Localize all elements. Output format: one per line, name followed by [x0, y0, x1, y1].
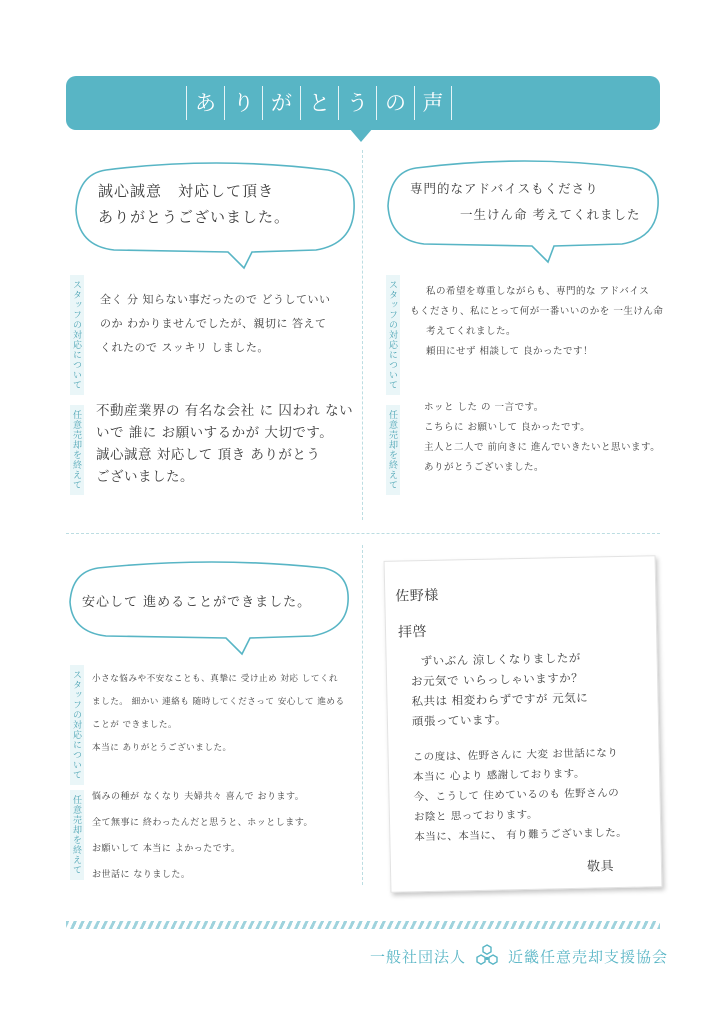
footer-stripe — [66, 921, 660, 929]
comment-line: ことが できました。 — [92, 720, 178, 730]
letter-line: 頑張っています。 — [411, 712, 508, 729]
side-label-after-sale: 任意売却を終えて — [70, 405, 84, 495]
comment-line: ございました。 — [96, 469, 194, 485]
letter-line: お元気で いらっしゃいますか？ — [410, 670, 584, 689]
bubble-line: ありがとうございました。 — [98, 208, 291, 226]
bubble-text — [82, 590, 311, 616]
header-banner-tail — [349, 128, 373, 142]
comment-line: ホッと した の 一言です。 — [424, 402, 544, 413]
comment-line: 全て無事に 終わったんだと思うと、ホッとします。 — [92, 818, 314, 828]
after-sale-comment — [96, 400, 353, 488]
bubble-line: 誠心誠意 対応して頂き — [98, 182, 275, 200]
bubble-text — [410, 176, 640, 228]
bubble-line: 一生けん命 考えてくれました — [460, 207, 641, 222]
title-char: う — [338, 86, 376, 120]
comment-line: 小さな悩みや不安なことも、真摯に 受け止め 対応 してくれ — [92, 674, 339, 684]
comment-line: ました。 細かい 連絡も 随時してくださって 安心して 進める — [92, 697, 345, 707]
side-label-after-sale: 任意売却を終えて — [70, 790, 84, 880]
comment-line: 悩みの種が なくなり 夫婦共々 喜んで おります。 — [92, 792, 305, 802]
comment-line: 本当に ありがとうございました。 — [92, 743, 232, 753]
title-char: あ — [186, 86, 224, 120]
comment-line: 考えてくれました。 — [426, 326, 517, 337]
comment-line: お世話に なりました。 — [92, 870, 191, 880]
comment-line: 全く 分 知らない事だったので どうしていい — [100, 293, 331, 306]
bubble-line: 専門的なアドバイスもくださり — [410, 181, 599, 196]
letter-closing: 敬具 — [586, 859, 615, 875]
comment-line: 私の希望を尊重しながらも、専門的な アドバイス — [426, 286, 650, 297]
organization-name — [370, 944, 668, 968]
comment-line: 主人と二人で 前向きに 進んでいきたいと思います。 — [424, 442, 661, 453]
after-sale-comment — [424, 398, 660, 478]
bubble-line: 安心して 進めることができました。 — [82, 595, 312, 610]
side-label-staff: スタッフの対応について — [70, 275, 84, 395]
comment-line: くれたので スッキリ しました。 — [100, 341, 269, 354]
side-label-staff: スタッフの対応について — [70, 665, 84, 785]
letter-line: 本当に、本当に、 有り難うございました。 — [414, 826, 628, 844]
letter-line: ずいぶん 涼しくなりましたが — [420, 650, 581, 669]
letter-line: この度は、佐野さんに 大変 お世話になり — [412, 747, 619, 764]
side-label-after-sale: 任意売却を終えて — [386, 405, 400, 495]
staff-comment — [410, 282, 663, 362]
comment-line: 頼田にせず 相談して 良かったです！ — [426, 346, 594, 357]
letter-line: 私共は 相変わらずですが 元気に — [411, 690, 589, 709]
comment-line: ありがとうございました。 — [424, 462, 545, 473]
page-title — [186, 86, 452, 120]
comment-line: 不動産業界の 有名な会社 に 囚われ ない — [96, 403, 354, 419]
after-sale-comment — [92, 784, 313, 888]
letter-line: 今、こうして 住めているのも 佐野さんの — [413, 787, 620, 804]
comment-line: 誠心誠意 対応して 頂き ありがとう — [96, 447, 321, 463]
horizontal-divider — [66, 533, 660, 534]
letter-opening: 拝啓 — [397, 623, 428, 641]
org-type: 一般社団法人 — [370, 947, 467, 966]
title-char: の — [376, 86, 414, 120]
title-char: 声 — [414, 86, 452, 120]
staff-comment — [92, 668, 345, 760]
comment-line: いで 誰に お願いするかが 大切です。 — [96, 425, 334, 441]
title-char: と — [300, 86, 338, 120]
comment-line: こちらに お願いして 良かったです。 — [424, 422, 591, 433]
comment-line: もくださり、私にとって何が一番いいのかを 一生けん命 — [410, 306, 664, 317]
staff-comment — [100, 288, 331, 360]
title-char: が — [262, 86, 300, 120]
vertical-divider — [362, 545, 363, 885]
comment-line: のか わかりませんでしたが、親切に 答えて — [100, 317, 327, 330]
letter-line: お陰と 思っております。 — [413, 808, 539, 824]
letter-salutation: 佐野様 — [395, 587, 439, 605]
side-label-staff: スタッフの対応について — [386, 275, 400, 395]
letter-line: 本当に 心より 感謝しております。 — [412, 767, 586, 784]
title-char: り — [224, 86, 262, 120]
thank-you-letter — [384, 555, 663, 893]
comment-line: お願いして 本当に よかったです。 — [92, 844, 241, 854]
hexagon-logo-icon — [474, 944, 500, 968]
bubble-text — [98, 178, 290, 230]
org-name: 近畿任意売却支援協会 — [508, 947, 669, 966]
